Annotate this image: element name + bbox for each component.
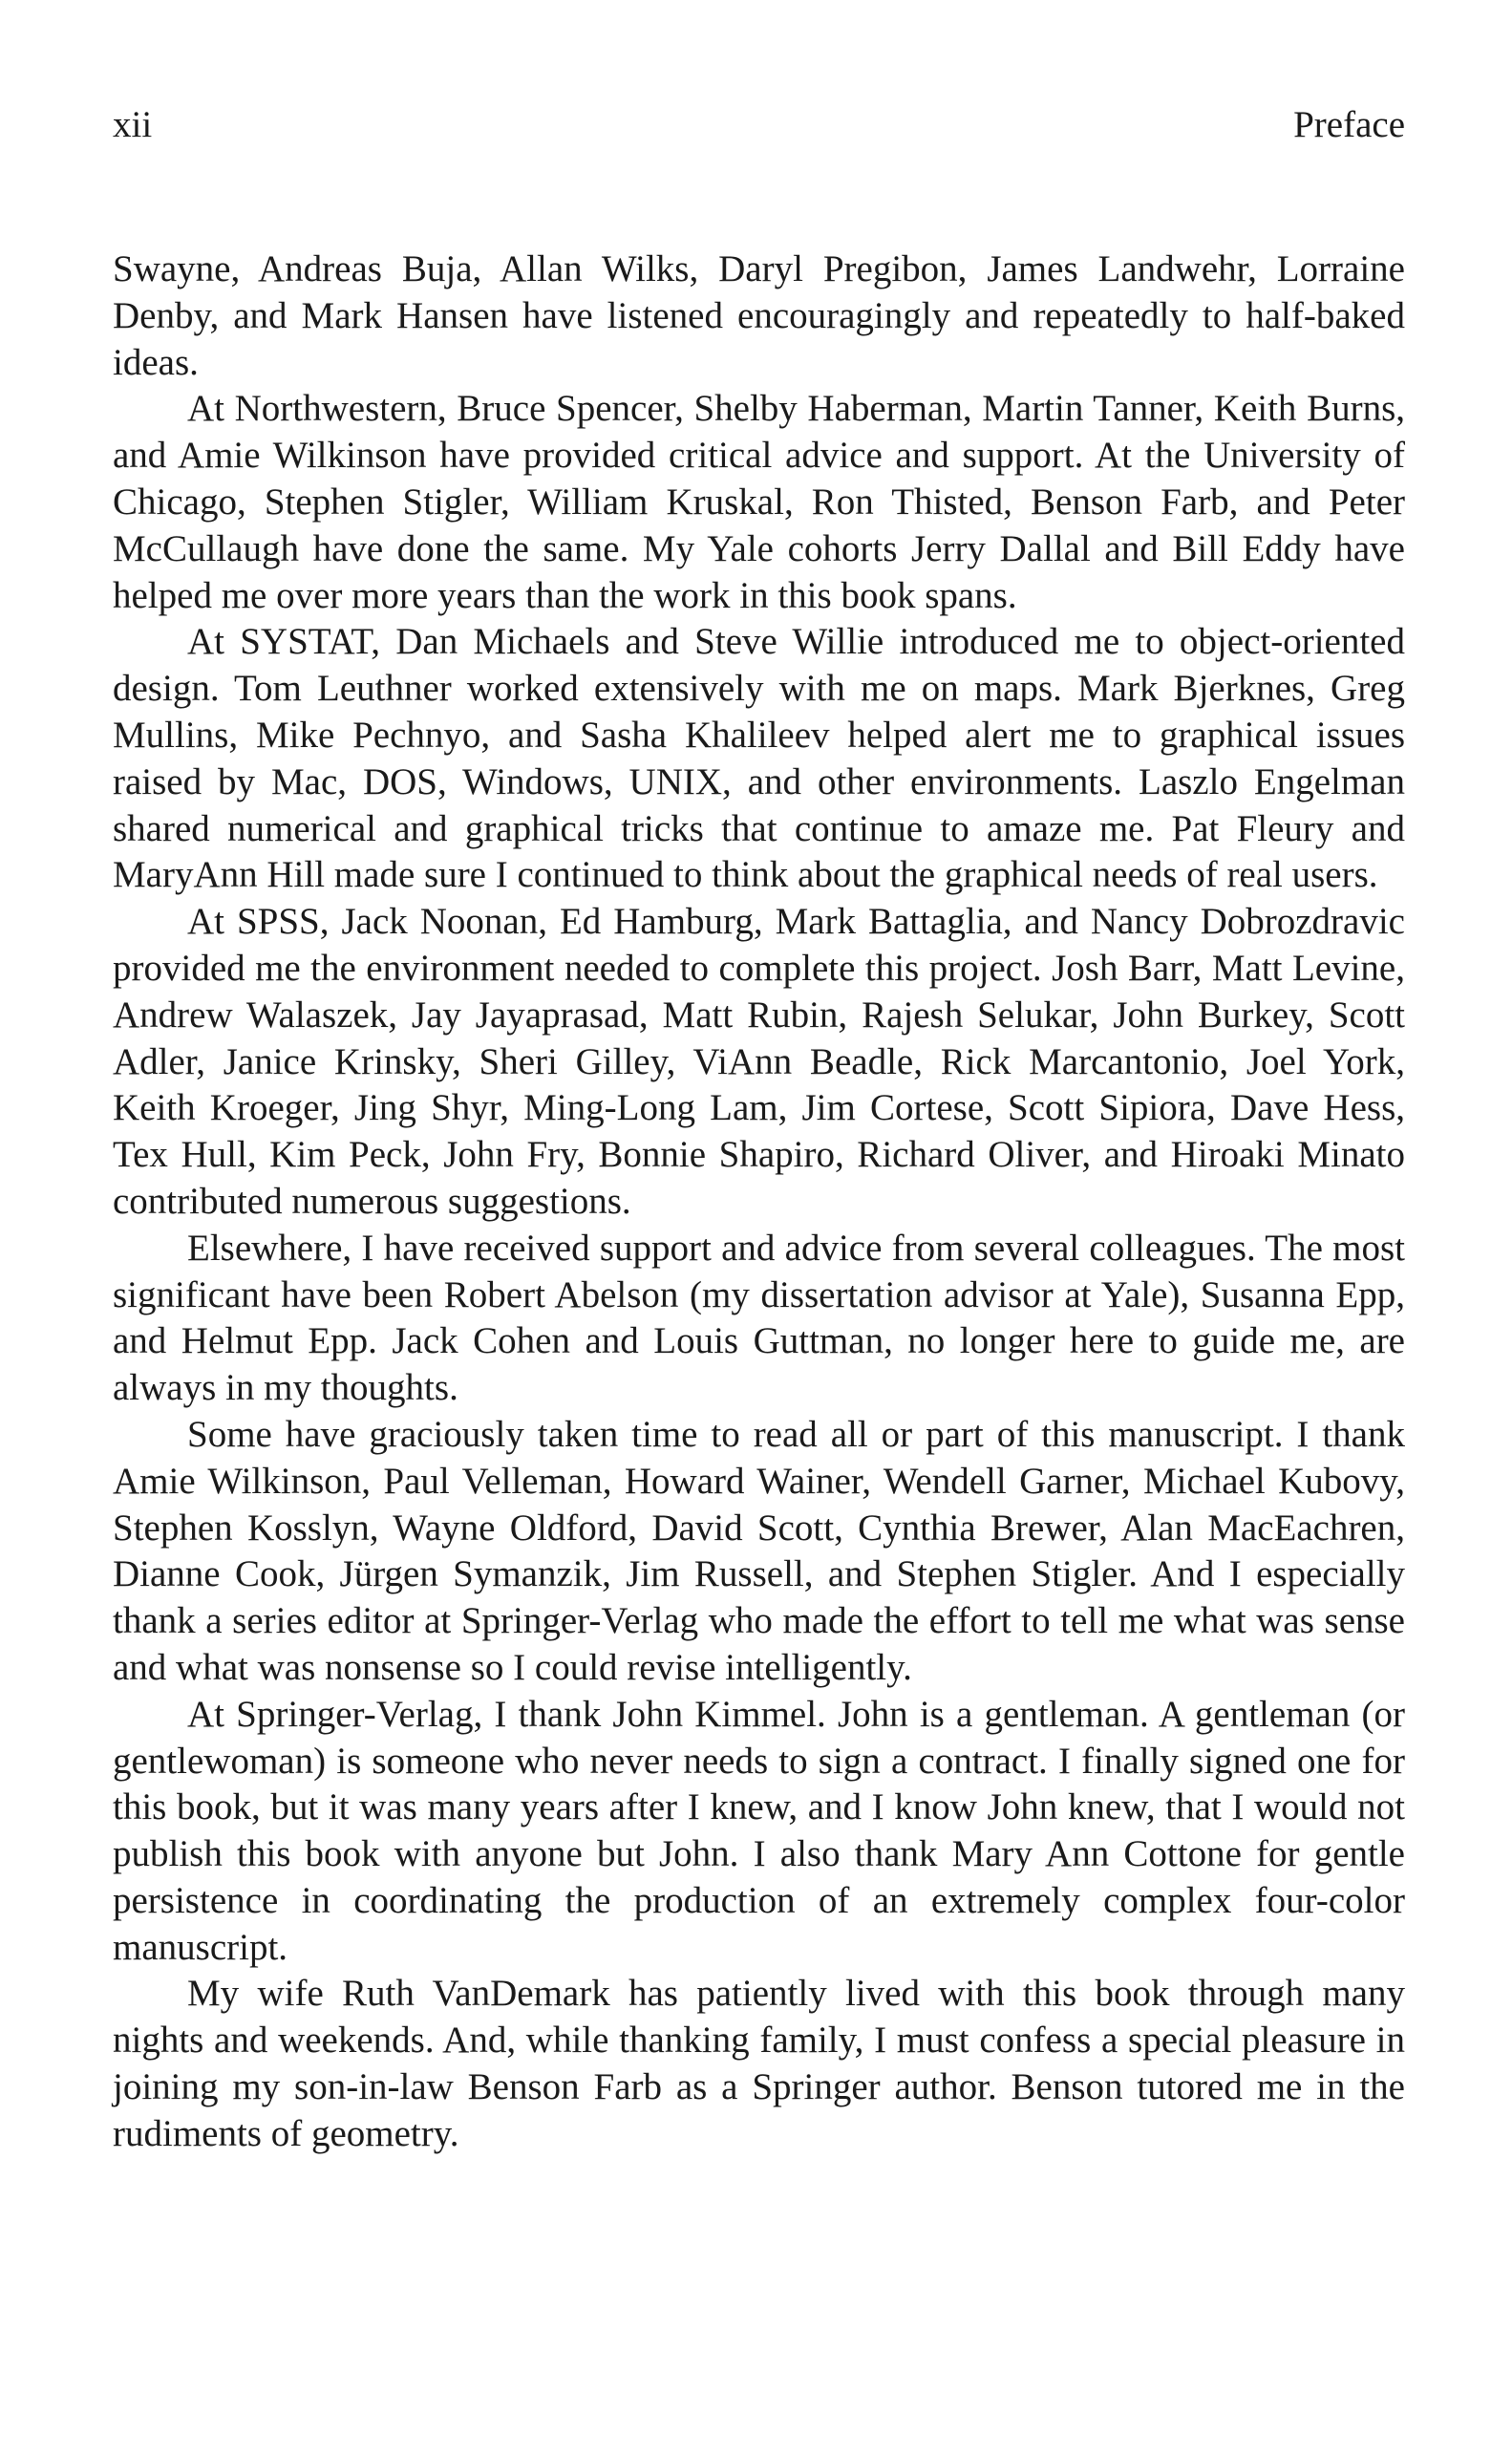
paragraph-family: My wife Ruth VanDemark has patiently lived with this book through many nights and weekends. And, while thanking family, I must confess a special pleasure in joining my son-in-law Benson Farb as a Springer author. Benson tutored me in the rudiments of geometry. [113,1973,1405,2154]
body-text [113,246,1405,2158]
paragraph-springer-verlag: At Springer-Verlag, I thank John Kimmel. John is a gentleman. A gentleman (or gentlewoman) is someone who never needs to sign a contract. I finally signed one for this book, but it was many years after I knew, and I know John knew, that I would not publish this book with anyone but John. I also thank Mary Ann Cottone for gentle persistence in coordinating the production of an extremely complex four-color manuscript. [113,1693,1405,1968]
paragraph-northwestern: At Northwestern, Bruce Spencer, Shelby Haberman, Martin Tanner, Keith Burns, and Amie Wilkinson have provided critical advice and support. At the University of Chicago, Stephen Stigler, William Kruskal, Ron Thisted, Benson Farb, and Peter McCullaugh have done the same. My Yale cohorts Jerry Dallal and Bill Eddy have helped me over more years than the work in this book spans. [113,388,1405,616]
paragraph-elsewhere: Elsewhere, I have received support and advice from several colleagues. The most significant have been Robert Abelson (my dissertation advisor at Yale), Susanna Epp, and Helmut Epp. Jack Cohen and Louis Guttman, no longer here to guide me, are always in my thoughts. [113,1227,1405,1409]
page-number: xii [113,104,153,145]
running-head [113,101,1405,149]
section-title: Preface [1293,104,1405,145]
paragraph-systat: At SYSTAT, Dan Michaels and Steve Willie introduced me to object-oriented design. Tom Leuthner worked extensively with me on maps. Mark Bjerknes, Greg Mullins, Mike Pechnyo, and Sasha Khalileev helped alert me to graphical issues raised by Mac, DOS, Windows, UNIX, and other environments. Laszlo Engelman shared numerical and graphical tricks that continue to amaze me. Pat Fleury and MaryAnn Hill made sure I continued to think about the graphical needs of real users. [113,621,1405,896]
paragraph-reviewers: Some have graciously taken time to read all or part of this manuscript. I thank Amie Wilkinson, Paul Velleman, Howard Wainer, Wendell Garner, Michael Kubovy, Stephen Kosslyn, Wayne Oldford, David Scott, Cynthia Brewer, Alan MacEachren, Dianne Cook, Jürgen Symanzik, Jim Russell, and Stephen Stigler. And I especially thank a series editor at Springer-Verlag who made the effort to tell me what was sense and what was nonsense so I could revise intelligently. [113,1413,1405,1688]
paragraph-continuation: Swayne, Andreas Buja, Allan Wilks, Daryl Pregibon, James Landwehr, Lorraine Denby, and Mark Hansen have listened encouragingly and repeatedly to half-baked ideas. [113,248,1405,383]
paragraph-spss: At SPSS, Jack Noonan, Ed Hamburg, Mark Battaglia, and Nancy Dobrozdravic provided me the environment needed to complete this project. Josh Barr, Matt Levine, Andrew Walaszek, Jay Jayaprasad, Matt Rubin, Rajesh Selukar, John Burkey, Scott Adler, Janice Krinsky, Sheri Gilley, ViAnn Beadle, Rick Marcantonio, Joel York, Keith Kroeger, Jing Shyr, Ming-Long Lam, Jim Cortese, Scott Sipiora, Dave Hess, Tex Hull, Kim Peck, John Fry, Bonnie Shapiro, Richard Oliver, and Hiroaki Minato contributed numerous suggestions. [113,901,1405,1222]
